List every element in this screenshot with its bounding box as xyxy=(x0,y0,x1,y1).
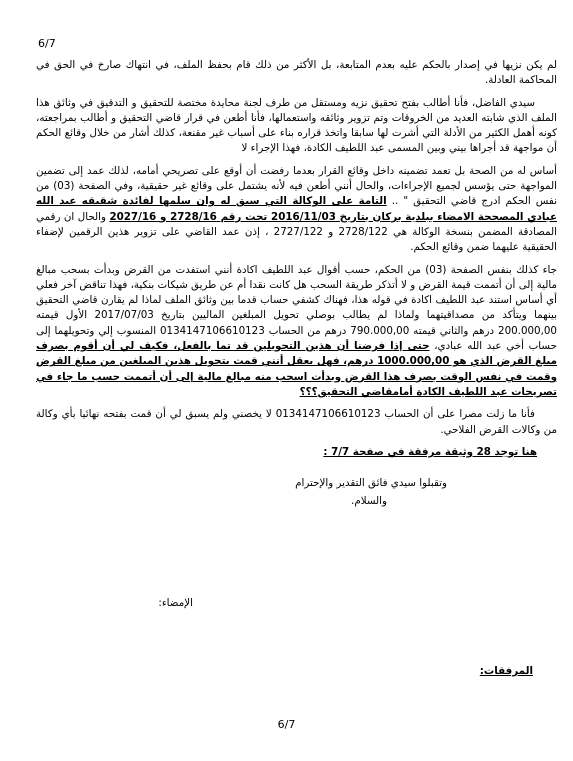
letter-body xyxy=(36,58,557,510)
page-number-bottom: 6/7 xyxy=(277,718,296,731)
paragraph-2-text: سيدي الفاضل، فأنا أطالب بفتح تحقيق نزيه ومستقل من طرف لجنة محايدة مختصة للتحقيق و التدقيق في وثائق هذا الملف الذي شابته العديد من الخروقات وتم تزوير وثائقه واستعمالها، فأنا أطعن في قرار قاضي التحقيق و أطالب بمراجعته، كونه أهمل الكثير من الأدلة التي أشرت لها سابقا واتخذ قراره بناء على أسباب غير مقنعة، كذلك أشار من خلال وقائع الحكم أن مواجهة قد أجراها بيني وبين المسمى عبد اللطيف الكادة، فهذا الإجراء لا xyxy=(36,96,557,155)
paragraph-3 xyxy=(36,164,557,256)
closing-line-2: والسلام. xyxy=(351,495,387,508)
annexes-label: المرفقات: xyxy=(479,665,533,677)
paragraph-4 xyxy=(36,263,557,401)
page-number-top: 6/7 xyxy=(38,37,56,50)
paragraph-3-text-b: والحال ان رقمي المصادقة المضمن بنسخة الوكالة هي 2728/122 و 2727/122 ، إذن عمد القاضي على تزوير هذين الرقمين لإضفاء الحقيقية عليهما ضمن وقائع الحكم. xyxy=(36,210,558,254)
paragraph-5-text: فأنا ما زلت مصرا على أن الحساب 0134147106610123 لا يخصني ولم يسبق لي أن قمت بفتحه نهائيا بأي وكالة من وكالات القرض الفلاحي. xyxy=(36,408,557,436)
paragraph-5 xyxy=(36,407,557,438)
paragraph-4-emphasis-bold: حتى إذا فرضنا أن هذين التحويلين قد تما بالفعل، فكيف لي أن أقوم بصرف مبلغ القرض الذي هو 1000.000,00 درهم، فهل يعقل أنني قمت بتحويل هذين المبلغين من مبلغ القرض وقمت في نفس الوقت بصرف هذا القرض وبدأت اسحب منه مبالغ مالية إلى أن أتممت حسب ما جاء في تصريحات عبد اللطيف الكادة أمامقاضي التحقيق؟؟؟ xyxy=(36,340,557,398)
closing-line-1: وتقبلوا سيدي فائق التقدير والإحترام xyxy=(295,477,447,490)
attachments-note: هنا توجد 28 وثيقة مرفقة في صفحة 7/7 : xyxy=(323,445,537,458)
paragraph-3-quote-bold: التامة على الوكالة التي سبق له وان سلمها لفائدة شقيقه عبد الله عبادي المصححة الامضاء ببلدية بركان بتاريخ 2016/11/03 تحت رقم 2728/16 و 2027/16 xyxy=(36,195,558,223)
paragraph-2 xyxy=(36,96,557,157)
signature-label: الإمضاء: xyxy=(158,597,193,609)
closing-block xyxy=(36,474,557,510)
paragraph-1: لم يكن نزيها في إصدار بالحكم عليه بعدم المتابعة، بل الأكثر من ذلك قام بحفظ الملف، في انتهاك صارخ في الحق في المحاكمة العادلة. xyxy=(36,59,557,87)
paragraph-3-text-a: أساس له من الصحة بل تعمد تضمينه داخل وقائع القرار بعدما رفضت أن أوقع على تصريحي أمامه، لذلك عمد إلى تضمين المواجهة حتى يؤسس لجميع الإجراءات، والحال أنني أطعن فيه لأنه يشتمل على وقائع غير حقيقية، وفي الصفحة (03) من نفس الحكم ادرج قاضي التحقيق " .. xyxy=(36,164,557,208)
paragraph-4-text-a: جاء كذلك بنفس الصفحة (03) من الحكم، حسب أقوال عبد اللطيف اكادة أنني استفدت من القرض وبدأت بسحب مبالغ مالية إلى أن أتممت قيمة القرض و لا أتذكر طريقة السحب هل كانت نقدا أم عن طريق شيكات بنكية، فهذا تناقض آخر فعلي أي أساس استند عبد اللطيف اكادة في قوله هذا، فهناك كشفي حساب قدما بين وثائق الملف لماذا لم يقارن قاضي التحقيق بينهما ويتأكد من مصداقيتهما ولماذا لم يطالب بوصلي تحويل المبلغين الماليين بتاريخ 2017/07/03 الأول قيمته 200.000,00 درهم والثاني قيمته 790.000,00 درهم من الحساب 0134147106610123 المنسوب إلي وتحويلهما إلى حساب أخي عبد الله عبادي، xyxy=(36,263,558,353)
